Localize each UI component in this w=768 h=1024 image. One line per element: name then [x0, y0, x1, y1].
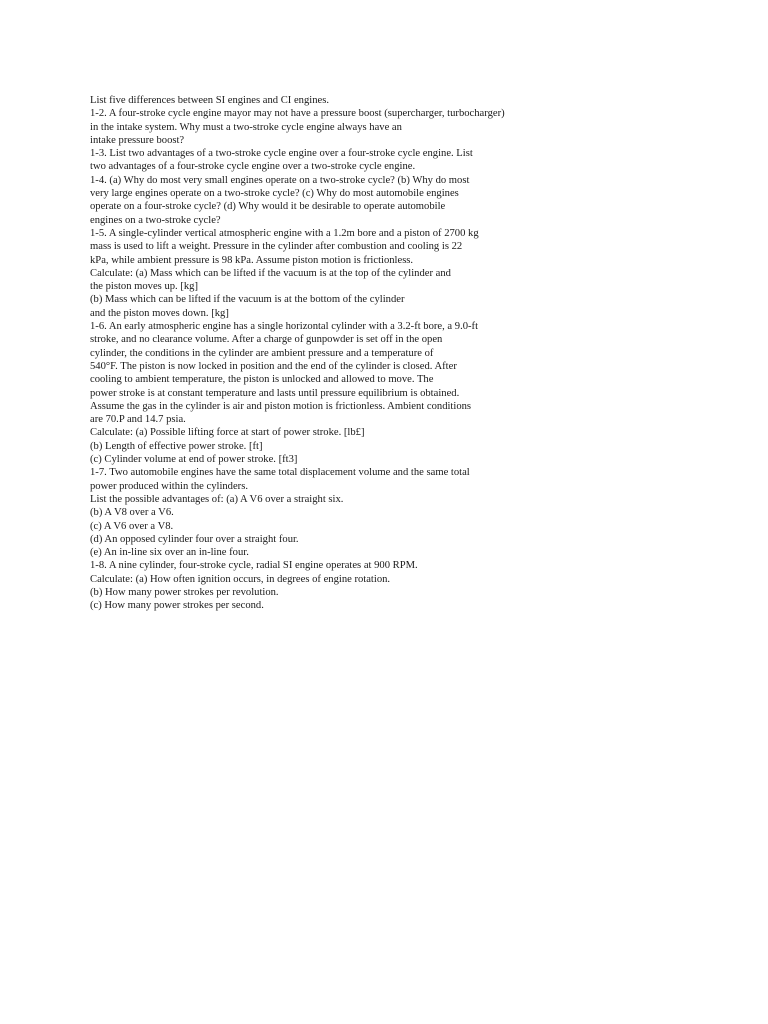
text-line: (b) How many power strokes per revolution. — [90, 586, 279, 598]
text-line: very large engines operate on a two-stroke cycle? (c) Why do most automobile engines — [90, 188, 459, 200]
text-line: 1-7. Two automobile engines have the same total displacement volume and the same total — [90, 467, 470, 479]
text-line: (d) An opposed cylinder four over a straight four. — [90, 533, 299, 545]
text-line: kPa, while ambient pressure is 98 kPa. Assume piston motion is frictionless. — [90, 254, 414, 266]
document-body — [90, 94, 560, 613]
text-line: 1-8. A nine cylinder, four-stroke cycle, radial SI engine operates at 900 RPM. — [90, 560, 418, 572]
text-line: (b) Mass which can be lifted if the vacuum is at the bottom of the cylinder — [90, 294, 405, 306]
text-line: and the piston moves down. [kg] — [90, 307, 229, 319]
text-line: 1-5. A single-cylinder vertical atmospheric engine with a 1.2m bore and a piston of 2700 kg — [90, 227, 479, 239]
text-line: Calculate: (a) How often ignition occurs, in degrees of engine rotation. — [90, 573, 391, 585]
text-line: are 70.P and 14.7 psia. — [90, 414, 186, 426]
text-line: (b) A V8 over a V6. — [90, 507, 174, 519]
text-line: cooling to ambient temperature, the piston is unlocked and allowed to move. The — [90, 374, 434, 386]
text-line: Calculate: (a) Mass which can be lifted if the vacuum is at the top of the cylinder and — [90, 267, 451, 279]
text-line: 1-3. List two advantages of a two-stroke cycle engine over a four-stroke cycle engine. List — [90, 148, 473, 160]
text-line: two advantages of a four-stroke cycle engine over a two-stroke cycle engine. — [90, 161, 416, 173]
text-line: Assume the gas in the cylinder is air and piston motion is frictionless. Ambient conditions — [90, 400, 472, 412]
text-line: operate on a four-stroke cycle? (d) Why would it be desirable to operate automobile — [90, 201, 446, 213]
text-line: (c) How many power strokes per second. — [90, 600, 264, 612]
text-line: List the possible advantages of: (a) A V6 over a straight six. — [90, 493, 344, 505]
text-line: 1-2. A four-stroke cycle engine mayor may not have a pressure boost (supercharger, turbocharger) — [90, 108, 505, 120]
text-line: 1-6. An early atmospheric engine has a single horizontal cylinder with a 3.2-ft bore, a 9.0-ft — [90, 321, 479, 333]
text-line: 540°F. The piston is now locked in position and the end of the cylinder is closed. After — [90, 360, 457, 372]
text-line: 1-4. (a) Why do most very small engines operate on a two-stroke cycle? (b) Why do most — [90, 174, 470, 186]
text-line: (c) A V6 over a V8. — [90, 520, 174, 532]
text-line: stroke, and no clearance volume. After a charge of gunpowder is set off in the open — [90, 334, 443, 346]
text-line: engines on a two-stroke cycle? — [90, 214, 221, 226]
text-line: power stroke is at constant temperature and lasts until pressure equilibrium is obtained. — [90, 387, 460, 399]
text-line: (c) Cylinder volume at end of power stroke. [ft3] — [90, 454, 298, 466]
text-line: Calculate: (a) Possible lifting force at start of power stroke. [lb£] — [90, 427, 365, 439]
text-line: cylinder, the conditions in the cylinder are ambient pressure and a temperature of — [90, 347, 434, 359]
text-line: power produced within the cylinders. — [90, 480, 248, 492]
text-line: List five differences between SI engines and CI engines. — [90, 95, 329, 106]
text-line: (e) An in-line six over an in-line four. — [90, 547, 249, 559]
text-line: in the intake system. Why must a two-stroke cycle engine always have an — [90, 121, 402, 133]
text-line: the piston moves up. [kg] — [90, 281, 198, 293]
text-line: intake pressure boost? — [90, 134, 185, 146]
text-line: (b) Length of effective power stroke. [ft] — [90, 440, 263, 452]
text-line: mass is used to lift a weight. Pressure in the cylinder after combustion and cooling is 22 — [90, 241, 463, 253]
